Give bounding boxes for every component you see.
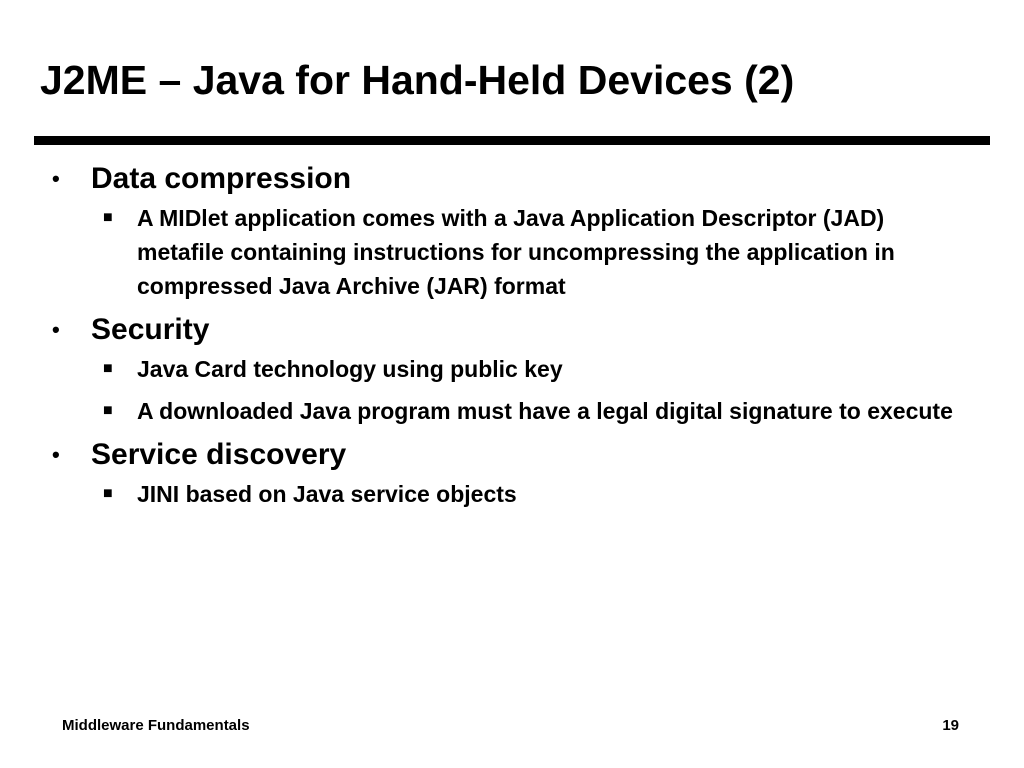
square-bullet-icon: ■ [103,402,113,419]
sub-bullet-list [0,201,1024,303]
sub-bullet-list [0,352,1024,428]
title-divider [34,136,990,145]
sub-bullet-list [0,477,1024,511]
sub-bullet-text: Java Card technology using public key [137,356,563,382]
footer-course-title: Middleware Fundamentals [62,717,250,734]
slide-content [0,160,1024,519]
footer-page-number: 19 [942,717,959,734]
sub-bullet-item [0,352,1024,386]
square-bullet-icon: ■ [103,209,113,226]
sub-bullet-item [0,394,1024,428]
bullet-item [0,311,1024,349]
bullet-group-data-compression [0,160,1024,303]
sub-bullet-item [0,477,1024,511]
round-bullet-icon: • [52,166,60,191]
square-bullet-icon: ■ [103,360,113,377]
sub-bullet-item [0,201,1024,303]
bullet-group-security [0,311,1024,428]
sub-bullet-text: A MIDlet application comes with a Java Application Descriptor (JAD) metafile containing instructions for uncompressing the application in compressed Java Archive (JAR) format [137,205,895,299]
bullet-text: Security [91,313,210,346]
bullet-item [0,436,1024,474]
slide-title: J2ME – Java for Hand-Held Devices (2) [40,57,795,103]
bullet-group-service-discovery [0,436,1024,511]
bullet-text: Service discovery [91,438,347,471]
round-bullet-icon: • [52,317,60,342]
round-bullet-icon: • [52,442,60,467]
bullet-text: Data compression [91,162,352,195]
square-bullet-icon: ■ [103,485,113,502]
sub-bullet-text: JINI based on Java service objects [137,481,517,507]
bullet-item [0,160,1024,198]
sub-bullet-text: A downloaded Java program must have a legal digital signature to execute [137,398,953,424]
